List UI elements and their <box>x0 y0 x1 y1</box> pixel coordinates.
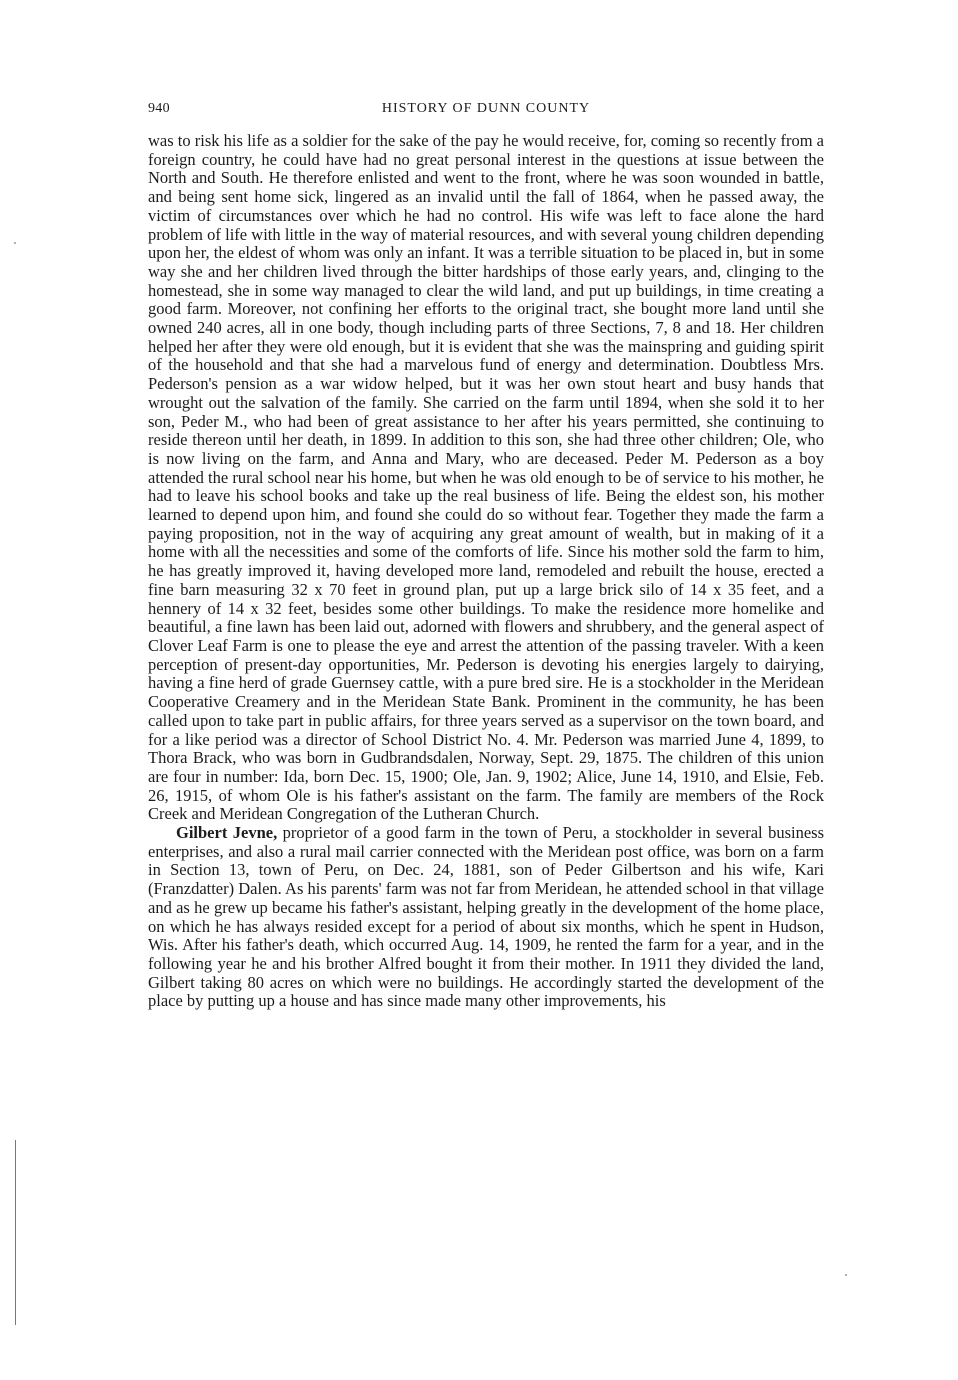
scan-speck <box>14 242 16 244</box>
page-number: 940 <box>148 101 170 116</box>
paragraph-text: proprietor of a good farm in the town of Peru, a stockholder in several business enterprises, and also a rural mail carrier connected with the Meridean post office, was born on a farm in Section 13, town of Peru, on Dec. 24, 1881, son of Peder Gilbertson and his wife, Kari (Franzdatter) Dalen. As his parents' farm was not far from Meridean, he attended school in that village and as he grew up became his father's assistant, helping greatly in the development of the home place, on which he has always resided except for a period of about six months, which he spent in Hudson, Wis. After his father's death, which occurred Aug. 14, 1909, he rented the farm for a year, and in the following year he and his brother Alfred bought it from their mother. In 1911 they divided the land, Gilbert taking 80 acres on which were no buildings. He accordingly started the development of the place by putting up a house and has since made many other improvements, his <box>148 823 824 1011</box>
paragraph-text: was to risk his life as a soldier for the sake of the pay he would receive, for, coming so recently from a foreign country, he could have had no great personal interest in the questions at issue between the North and South. He therefore enlisted and went to the front, where he was soon wounded in battle, and being sent home sick, lingered as an invalid until the fall of 1864, when he passed away, the victim of circumstances over which he had no control. His wife was left to face alone the hard problem of life with little in the way of material resources, and with several young children depending upon her, the eldest of whom was only an infant. It was a terrible situation to be placed in, but in some way she and her children lived through the bitter hardships of those early years, and, clinging to the homestead, she in some way managed to clear the wild land, and put up buildings, in time creating a good farm. Moreover, not confining her efforts to the original tract, she bought more land until she owned 240 acres, all in one body, though including parts of three Sections, 7, 8 and 18. Her children helped her after they were old enough, but it is evident that she was the mainspring and guiding spirit of the household and that she had a marvelous fund of energy and determination. Doubtless Mrs. Pederson's pension as a war widow helped, but it was her own stout heart and busy hands that wrought out the salvation of the family. She carried on the farm until 1894, when she sold it to her son, Peder M., who had been of great assistance to her after his years permitted, she continuing to reside thereon until her death, in 1899. In addition to this son, she had three other children; Ole, who is now living on the farm, and Anna and Mary, who are deceased. Peder M. Pederson as a boy attended the rural school near his home, but when he was old enough to be of service to his mother, he had to leave his school books and take up the real business of life. Being the eldest son, his mother learned to depend upon him, and found she could do so without fear. Together they made the farm a paying proposition, not in the way of acquiring any great amount of wealth, but in making of it a home with all the necessities and some of the comforts of life. Since his mother sold the farm to him, he has greatly improved it, having developed more land, remodeled and rebuilt the house, erected a fine barn measuring 32 x 70 feet in ground plan, put up a large brick silo of 14 x 35 feet, and a hennery of 14 x 32 feet, besides some other buildings. To make the residence more homelike and beautiful, a fine lawn has been laid out, adorned with flowers and shrubbery, and the general aspect of Clover Leaf Farm is one to please the eye and arrest the attention of the passing traveler. With a keen perception of present-day opportunities, Mr. Pederson is devoting his energies largely to dairying, having a fine herd of grade Guernsey cattle, with a pure bred sire. He is a stockholder in the Meridean Cooperative Creamery and in the Meridean State Bank. Prominent in the community, he has been called upon to take part in public affairs, for three years served as a supervisor on the town board, and for a like period was a director of School District No. 4. Mr. Pederson was married June 4, 1899, to Thora Brack, who was born in Gudbrandsdalen, Norway, Sept. 29, 1875. The children of this union are four in number: Ida, born Dec. 15, 1900; Ole, Jan. 9, 1902; Alice, June 14, 1910, and Elsie, Feb. 26, 1915, of whom Ole is his father's assistant on the farm. The family are members of the Rock Creek and Meridean Congregation of the Lutheran Church. <box>148 131 824 824</box>
scan-speck <box>845 1274 847 1276</box>
paragraph-gilbert-jevne <box>148 824 824 1011</box>
body-text <box>148 132 824 1011</box>
scan-margin-line <box>15 1140 16 1325</box>
book-title: HISTORY OF DUNN COUNTY <box>381 101 591 116</box>
subject-name: Gilbert Jevne, <box>176 823 278 843</box>
running-head <box>148 101 824 121</box>
paragraph-pederson-continued <box>148 132 824 824</box>
